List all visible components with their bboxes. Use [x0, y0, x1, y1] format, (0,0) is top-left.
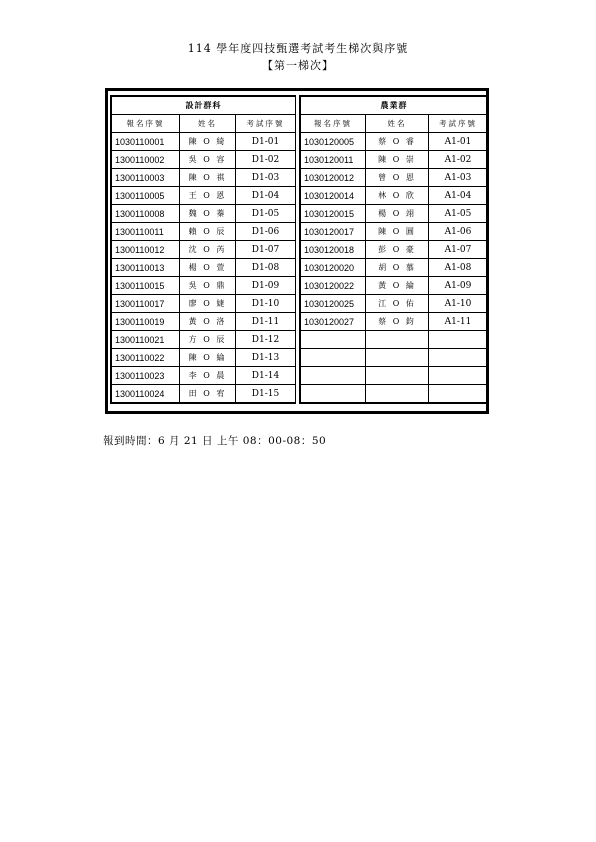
name-cell: 王 O 恩	[180, 187, 236, 205]
seat-cell: A1-01	[429, 133, 488, 151]
reg-no-cell	[301, 367, 366, 385]
design-group-table	[111, 96, 296, 403]
table-row	[112, 331, 296, 349]
agriculture-group-panel	[299, 95, 488, 404]
reg-no-cell: 1030120022	[301, 277, 366, 295]
seat-cell: A1-08	[429, 259, 488, 277]
table-row	[112, 295, 296, 313]
table-row	[112, 169, 296, 187]
table-row	[301, 241, 488, 259]
table-row	[112, 241, 296, 259]
name-cell	[366, 385, 429, 403]
design-group-panel	[110, 95, 296, 404]
name-cell: 陳 O 崇	[366, 151, 429, 169]
column-header-reg-no: 報名序號	[301, 115, 366, 133]
reg-no-cell: 1300110019	[112, 313, 180, 331]
seat-cell: D1-14	[236, 367, 296, 385]
seat-cell: A1-04	[429, 187, 488, 205]
seat-cell	[429, 385, 488, 403]
reg-no-cell: 1030120025	[301, 295, 366, 313]
column-header-reg-no: 報名序號	[112, 115, 180, 133]
seat-cell: D1-07	[236, 241, 296, 259]
seat-cell: D1-01	[236, 133, 296, 151]
table-row	[301, 187, 488, 205]
reg-no-cell: 1030120012	[301, 169, 366, 187]
seat-cell: A1-10	[429, 295, 488, 313]
name-cell: 林 O 欣	[366, 187, 429, 205]
name-cell: 胡 O 慕	[366, 259, 429, 277]
reg-no-cell: 1030110001	[112, 133, 180, 151]
reg-no-cell: 1030120027	[301, 313, 366, 331]
reg-no-cell: 1300110015	[112, 277, 180, 295]
reg-no-cell: 1300110024	[112, 385, 180, 403]
name-cell: 黃 O 綸	[366, 277, 429, 295]
seat-cell: D1-13	[236, 349, 296, 367]
table-row	[112, 313, 296, 331]
table-row	[112, 259, 296, 277]
table-row	[112, 205, 296, 223]
seat-cell: A1-06	[429, 223, 488, 241]
seat-cell	[429, 367, 488, 385]
name-cell: 陳 O 圓	[366, 223, 429, 241]
seat-cell: A1-02	[429, 151, 488, 169]
name-cell: 廖 O 婕	[180, 295, 236, 313]
table-row	[301, 169, 488, 187]
table-row	[301, 151, 488, 169]
reg-no-cell: 1030120018	[301, 241, 366, 259]
reg-no-cell: 1030120015	[301, 205, 366, 223]
reg-no-cell: 1030120011	[301, 151, 366, 169]
reg-no-cell: 1300110013	[112, 259, 180, 277]
table-row	[112, 151, 296, 169]
report-time: 報到時間：6 月 21 日 上午 08：00-08：50	[103, 435, 327, 447]
seat-cell: A1-03	[429, 169, 488, 187]
name-cell: 賴 O 辰	[180, 223, 236, 241]
seat-cell: D1-05	[236, 205, 296, 223]
table-row	[301, 223, 488, 241]
table-row	[112, 277, 296, 295]
table-row	[301, 277, 488, 295]
table-row	[301, 133, 488, 151]
seat-cell: D1-11	[236, 313, 296, 331]
seat-cell: D1-06	[236, 223, 296, 241]
seat-cell: A1-09	[429, 277, 488, 295]
reg-no-cell: 1300110003	[112, 169, 180, 187]
name-cell: 彭 O 豪	[366, 241, 429, 259]
reg-no-cell: 1030120017	[301, 223, 366, 241]
table-row	[301, 205, 488, 223]
empty-table-row	[301, 349, 488, 367]
reg-no-cell: 1300110002	[112, 151, 180, 169]
reg-no-cell: 1300110012	[112, 241, 180, 259]
name-cell: 陳 O 祺	[180, 169, 236, 187]
seat-cell	[429, 331, 488, 349]
seat-cell: D1-03	[236, 169, 296, 187]
table-row	[301, 295, 488, 313]
empty-table-row	[301, 331, 488, 349]
reg-no-cell: 1300110022	[112, 349, 180, 367]
seat-cell	[429, 349, 488, 367]
table-row	[112, 385, 296, 403]
column-header-name: 姓名	[366, 115, 429, 133]
name-cell: 楊 O 萱	[180, 259, 236, 277]
reg-no-cell	[301, 385, 366, 403]
table-row	[112, 223, 296, 241]
group-header: 農業群	[301, 97, 488, 115]
name-cell	[366, 349, 429, 367]
session-subtitle: 【第一梯次】	[262, 59, 334, 72]
seat-cell: D1-04	[236, 187, 296, 205]
empty-table-row	[301, 385, 488, 403]
reg-no-cell: 1300110005	[112, 187, 180, 205]
table-row	[301, 313, 488, 331]
seat-cell: D1-12	[236, 331, 296, 349]
name-cell: 陳 O 綸	[180, 349, 236, 367]
group-header: 設計群科	[112, 97, 296, 115]
name-cell: 楊 O 翊	[366, 205, 429, 223]
table-row	[112, 349, 296, 367]
name-cell	[366, 331, 429, 349]
reg-no-cell: 1030120014	[301, 187, 366, 205]
table-row	[112, 187, 296, 205]
reg-no-cell: 1300110011	[112, 223, 180, 241]
seat-cell: D1-10	[236, 295, 296, 313]
name-cell: 田 O 宥	[180, 385, 236, 403]
table-row	[112, 133, 296, 151]
seat-cell: A1-11	[429, 313, 488, 331]
name-cell: 方 O 辰	[180, 331, 236, 349]
seat-cell: A1-07	[429, 241, 488, 259]
column-header-seat: 考試序號	[429, 115, 488, 133]
name-cell	[366, 367, 429, 385]
page-title: 114 學年度四技甄選考試考生梯次與序號	[187, 42, 409, 55]
column-header-name: 姓名	[180, 115, 236, 133]
reg-no-cell: 1030120005	[301, 133, 366, 151]
name-cell: 蔡 O 睿	[366, 133, 429, 151]
name-cell: 吳 O 容	[180, 151, 236, 169]
column-header-seat: 考試序號	[236, 115, 296, 133]
seat-cell: D1-15	[236, 385, 296, 403]
reg-no-cell	[301, 331, 366, 349]
seat-cell: D1-08	[236, 259, 296, 277]
name-cell: 黃 O 洛	[180, 313, 236, 331]
name-cell: 蔡 O 鈞	[366, 313, 429, 331]
reg-no-cell	[301, 349, 366, 367]
name-cell: 吳 O 鼎	[180, 277, 236, 295]
seat-cell: D1-02	[236, 151, 296, 169]
agriculture-group-table	[300, 96, 488, 403]
table-row	[301, 259, 488, 277]
reg-no-cell: 1300110008	[112, 205, 180, 223]
reg-no-cell: 1300110021	[112, 331, 180, 349]
reg-no-cell: 1030120020	[301, 259, 366, 277]
table-row	[112, 367, 296, 385]
roster-frame	[105, 88, 489, 414]
name-cell: 魏 O 蓁	[180, 205, 236, 223]
name-cell: 曾 O 恩	[366, 169, 429, 187]
empty-table-row	[301, 367, 488, 385]
name-cell: 陳 O 綺	[180, 133, 236, 151]
reg-no-cell: 1300110023	[112, 367, 180, 385]
name-cell: 江 O 佑	[366, 295, 429, 313]
seat-cell: A1-05	[429, 205, 488, 223]
seat-cell: D1-09	[236, 277, 296, 295]
reg-no-cell: 1300110017	[112, 295, 180, 313]
name-cell: 沈 O 芮	[180, 241, 236, 259]
name-cell: 李 O 晨	[180, 367, 236, 385]
